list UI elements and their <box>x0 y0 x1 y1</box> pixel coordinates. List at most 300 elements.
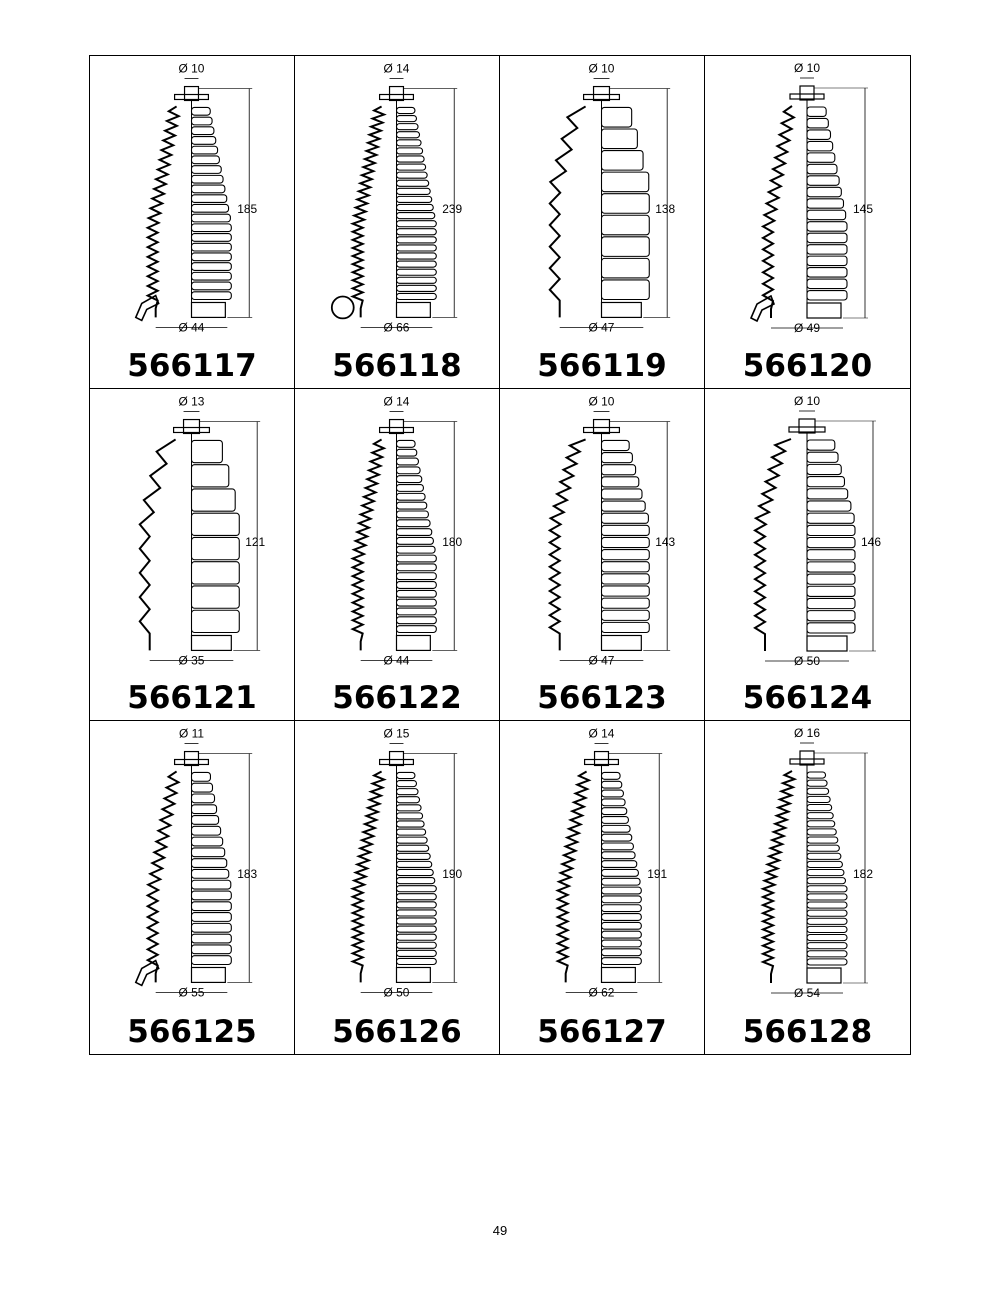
length-label: 190 <box>442 867 463 882</box>
ridge <box>602 574 650 584</box>
bellows-profile <box>550 106 586 317</box>
ridge <box>397 221 437 227</box>
ridge <box>807 513 854 523</box>
ridge <box>397 253 437 259</box>
neck <box>184 419 200 433</box>
ridge <box>602 782 622 789</box>
ridge <box>602 835 632 842</box>
ridge <box>397 943 437 949</box>
ridge <box>192 561 240 583</box>
ridge <box>192 464 229 486</box>
ridge <box>192 185 225 193</box>
ridge <box>397 959 437 965</box>
ridge <box>602 549 650 559</box>
ridge <box>602 808 627 815</box>
part-number: 566124 <box>742 680 873 717</box>
length-label: 239 <box>442 201 463 216</box>
ridge <box>807 837 838 843</box>
ridge <box>397 546 436 553</box>
ridge <box>397 140 422 146</box>
ridge <box>397 484 424 491</box>
ridge <box>807 780 827 786</box>
ridge <box>602 940 642 947</box>
ridge <box>397 277 437 283</box>
bellows-profile <box>148 772 179 983</box>
part-number: 566120 <box>742 347 873 384</box>
ridge <box>807 902 847 908</box>
bottom-diameter-label: Ø 35 <box>178 653 205 668</box>
ridge <box>807 164 837 173</box>
ridge <box>807 488 848 498</box>
ridge <box>602 799 626 806</box>
top-diameter-label: Ø 10 <box>588 394 615 409</box>
bottom-diameter-label: Ø 55 <box>178 985 205 1000</box>
ridge <box>602 817 629 824</box>
bottom-diameter-label: Ø 47 <box>588 320 615 335</box>
bottom-diameter-label: Ø 66 <box>383 320 410 335</box>
ridge <box>602 870 639 877</box>
base-ring <box>602 302 642 317</box>
ridge <box>192 234 232 242</box>
collar <box>584 427 620 432</box>
ridge <box>602 537 650 547</box>
ridge <box>807 153 835 162</box>
part-cell <box>705 56 910 389</box>
ridge <box>397 440 416 447</box>
ridge <box>397 934 437 940</box>
ridge <box>602 129 638 149</box>
bellows-profile <box>550 439 586 650</box>
neck <box>390 752 404 766</box>
ridge <box>397 467 421 474</box>
ridge <box>397 886 437 892</box>
bellows-profile <box>140 439 176 650</box>
part-cell <box>500 56 705 389</box>
ridge <box>397 572 437 579</box>
part-number: 566119 <box>537 347 667 384</box>
ridge <box>602 932 642 939</box>
ridge <box>397 854 431 860</box>
length-label: 145 <box>853 202 874 216</box>
ridge <box>602 258 650 278</box>
ridge <box>397 821 425 827</box>
ridge <box>807 586 855 596</box>
ridge <box>397 862 432 868</box>
neck <box>799 419 815 433</box>
ridge <box>807 959 847 965</box>
ridge <box>807 210 846 219</box>
bottom-diameter-label: Ø 47 <box>588 653 615 668</box>
ridge <box>192 956 232 965</box>
ridge <box>602 280 650 300</box>
bellows-drawing <box>705 721 910 1006</box>
ridge <box>397 599 437 606</box>
ridge <box>192 214 231 222</box>
ridge <box>192 537 240 559</box>
collar <box>175 95 209 100</box>
ridge <box>397 269 437 275</box>
ridge <box>602 172 649 192</box>
bellows-drawing <box>500 389 704 674</box>
length-label: 138 <box>655 201 676 216</box>
ridge <box>192 253 232 261</box>
bellows-drawing <box>705 389 910 674</box>
ridge <box>397 519 431 526</box>
ridge <box>807 233 847 242</box>
ridge <box>807 549 855 559</box>
bellows-drawing <box>500 721 704 1006</box>
part-number: 566123 <box>537 680 667 717</box>
top-diameter-label: Ø 13 <box>178 394 205 409</box>
top-diameter-label: Ø 11 <box>179 726 205 741</box>
ridge <box>807 805 832 811</box>
length-label: 191 <box>647 867 668 882</box>
part-number: 566128 <box>742 1013 873 1050</box>
ridge <box>807 574 855 584</box>
ridge <box>602 914 642 921</box>
ridge <box>397 245 437 251</box>
ridge <box>807 789 829 795</box>
bellows-profile <box>558 772 589 983</box>
length-label: 185 <box>237 201 258 216</box>
base-ring <box>192 302 226 317</box>
ridge <box>192 263 232 271</box>
part-number: 566125 <box>127 1013 257 1050</box>
base-ring <box>192 968 226 983</box>
ridge <box>807 452 838 462</box>
ridge <box>397 107 415 113</box>
length-label: 183 <box>237 867 258 882</box>
ridge <box>397 156 425 162</box>
ridge <box>397 172 428 178</box>
ridge <box>807 951 847 957</box>
collar <box>380 760 414 765</box>
bellows-profile <box>763 771 794 983</box>
ridge <box>397 926 437 932</box>
ridge <box>602 464 636 474</box>
ridge <box>192 859 227 868</box>
bottom-diameter-label: Ø 62 <box>588 985 615 1000</box>
ridge <box>807 862 842 868</box>
bellows-drawing <box>295 721 499 1006</box>
ridge <box>807 476 844 486</box>
ridge <box>602 843 634 850</box>
ridge <box>807 845 839 851</box>
bottom-diameter-label: Ø 44 <box>383 653 410 668</box>
collar <box>380 95 414 100</box>
ridge <box>602 476 639 486</box>
part-number: 566117 <box>127 347 257 384</box>
bottom-diameter-label: Ø 54 <box>793 986 821 1001</box>
part-cell <box>90 56 295 389</box>
neck <box>390 87 404 101</box>
ridge <box>397 581 437 588</box>
ridge <box>192 117 213 125</box>
ridge <box>192 870 229 879</box>
ridge <box>397 902 437 908</box>
base-ring <box>397 635 431 650</box>
ridge <box>807 854 841 860</box>
ridge <box>192 610 240 632</box>
ridge <box>397 829 426 835</box>
part-cell <box>705 721 910 1054</box>
ridge <box>397 846 429 852</box>
ridge <box>807 829 836 835</box>
ridge <box>192 816 219 825</box>
ridge <box>602 501 646 511</box>
part-cell <box>90 721 295 1054</box>
part-number: 566122 <box>332 680 462 717</box>
neck <box>185 87 199 101</box>
parts-grid <box>89 55 911 1055</box>
ridge <box>397 261 437 267</box>
ridge <box>807 279 847 288</box>
ridge <box>397 493 426 500</box>
neck <box>800 751 814 765</box>
ridge <box>192 243 232 251</box>
neck <box>595 752 609 766</box>
ridge <box>397 537 434 544</box>
part-cell <box>295 721 500 1054</box>
ridge <box>602 452 633 462</box>
ridge <box>807 440 835 450</box>
ridge <box>602 610 650 620</box>
part-number: 566126 <box>332 1013 462 1050</box>
bellows-drawing <box>90 389 294 674</box>
collar <box>174 427 210 432</box>
ridge <box>397 870 434 876</box>
collar <box>175 760 209 765</box>
ridge <box>192 934 232 943</box>
ridge <box>602 598 650 608</box>
ridge <box>397 449 417 456</box>
ridge <box>192 805 217 814</box>
ridge <box>602 896 642 903</box>
ridge <box>807 935 847 941</box>
ridge <box>807 245 847 254</box>
ridge <box>397 475 422 482</box>
ridge <box>397 951 437 957</box>
ridge <box>397 797 420 803</box>
ridge <box>397 918 437 924</box>
ridge <box>397 285 437 291</box>
ridge <box>807 894 847 900</box>
ridge <box>807 878 845 884</box>
ridge <box>602 525 650 535</box>
ridge <box>397 617 437 624</box>
part-cell <box>90 389 295 722</box>
ridge <box>807 797 830 803</box>
ridge <box>807 772 826 778</box>
ridge <box>192 837 223 846</box>
ridge <box>602 513 649 523</box>
ridge <box>397 789 418 795</box>
base-ring <box>807 303 841 318</box>
base-ring <box>602 635 642 650</box>
ridge <box>192 881 231 890</box>
ridge <box>602 861 637 868</box>
ridge <box>602 622 650 632</box>
part-cell <box>295 389 500 722</box>
ridge <box>602 586 650 596</box>
ridge <box>807 222 847 231</box>
bottom-diameter-label: Ø 50 <box>793 653 821 668</box>
ridge <box>602 949 642 956</box>
ridge <box>602 773 621 780</box>
ridge <box>397 805 422 811</box>
ridge <box>807 107 826 116</box>
ridge <box>397 608 437 615</box>
ridge <box>397 878 435 884</box>
base-ring <box>397 302 431 317</box>
bellows-profile <box>148 106 179 317</box>
part-cell <box>500 721 705 1054</box>
ridge <box>192 127 214 135</box>
ridge <box>807 562 855 572</box>
ridge <box>397 590 437 597</box>
top-diameter-label: Ø 10 <box>793 61 821 75</box>
neck <box>185 752 199 766</box>
ridge <box>397 124 418 130</box>
top-diameter-label: Ø 15 <box>383 726 410 741</box>
part-number: 566118 <box>332 347 462 384</box>
ridge <box>397 813 423 819</box>
ridge <box>397 894 437 900</box>
ridge <box>602 489 642 499</box>
neck <box>800 86 814 100</box>
ridge <box>602 440 630 450</box>
bottom-diameter-label: Ø 49 <box>793 321 821 335</box>
ridge <box>807 537 855 547</box>
ridge <box>397 555 437 562</box>
ridge <box>807 199 843 208</box>
ridge <box>192 827 221 836</box>
base-ring <box>192 635 232 650</box>
ridge <box>192 282 232 290</box>
ridge <box>192 224 232 232</box>
ridge <box>602 151 644 171</box>
ridge <box>192 513 240 535</box>
ridge <box>397 837 428 843</box>
part-cell <box>295 56 500 389</box>
ridge <box>807 610 855 620</box>
ridge <box>807 118 828 127</box>
ridge <box>192 440 223 462</box>
ridge <box>397 188 431 194</box>
ridge <box>192 902 232 911</box>
base-ring <box>807 968 841 983</box>
ridge <box>192 137 216 145</box>
bellows-drawing <box>295 56 499 341</box>
clamp-ring <box>332 297 354 319</box>
ridge <box>807 870 844 876</box>
ridge <box>192 146 218 154</box>
ridge <box>807 821 835 827</box>
part-cell <box>705 389 910 722</box>
bellows-drawing <box>90 721 294 1006</box>
ridge <box>807 176 839 185</box>
ridge <box>807 130 830 139</box>
ridge <box>397 625 437 632</box>
ridge <box>807 256 847 265</box>
ridge <box>192 272 232 280</box>
top-diameter-label: Ø 10 <box>793 393 821 408</box>
part-number: 566121 <box>127 680 257 717</box>
ridge <box>807 919 847 925</box>
collar <box>789 427 825 432</box>
top-diameter-label: Ø 14 <box>588 726 615 741</box>
ridge <box>602 879 641 886</box>
ridge <box>397 132 420 138</box>
ridge <box>807 598 855 608</box>
ridge <box>192 489 236 511</box>
ridge <box>807 187 841 196</box>
ridge <box>397 164 426 170</box>
ridge <box>397 781 417 787</box>
ridge <box>192 107 211 115</box>
ridge <box>192 773 211 782</box>
ridge <box>397 564 437 571</box>
ridge <box>192 586 240 608</box>
ridge <box>192 848 225 857</box>
bellows-profile <box>353 772 384 983</box>
ridge <box>602 887 642 894</box>
ridge <box>397 180 429 186</box>
ridge <box>602 905 642 912</box>
length-label: 121 <box>245 534 266 549</box>
ridge <box>397 196 432 202</box>
ridge <box>397 502 427 509</box>
collar <box>790 759 824 764</box>
base-ring <box>602 968 636 983</box>
ridge <box>397 148 423 154</box>
ridge <box>397 204 434 210</box>
ridge <box>807 927 847 933</box>
bottom-diameter-label: Ø 50 <box>383 985 410 1000</box>
ridge <box>807 141 833 150</box>
ridge <box>192 891 232 900</box>
ridge <box>807 464 841 474</box>
neck <box>594 419 610 433</box>
length-label: 143 <box>655 534 676 549</box>
ridge <box>807 886 847 892</box>
ridge <box>807 501 851 511</box>
ridge <box>602 790 624 797</box>
top-diameter-label: Ø 10 <box>178 61 205 76</box>
collar <box>380 427 414 432</box>
bellows-drawing <box>500 56 704 341</box>
bottom-diameter-label: Ø 44 <box>178 320 205 335</box>
ridge <box>192 166 222 174</box>
top-diameter-label: Ø 16 <box>793 726 821 741</box>
ridge <box>192 292 232 300</box>
ridge <box>397 237 437 243</box>
ridge <box>602 561 650 571</box>
page-number: 49 <box>492 1223 508 1238</box>
ridge <box>397 910 437 916</box>
ridge <box>807 525 855 535</box>
ridge <box>192 784 213 793</box>
bellows-drawing <box>295 389 499 674</box>
ridge <box>192 913 232 922</box>
bellows-profile <box>763 106 794 318</box>
ridge <box>602 958 642 965</box>
ridge <box>807 291 847 300</box>
length-label: 182 <box>853 867 874 882</box>
part-number: 566127 <box>537 1013 667 1050</box>
ridge <box>807 910 847 916</box>
ridge <box>192 156 220 164</box>
